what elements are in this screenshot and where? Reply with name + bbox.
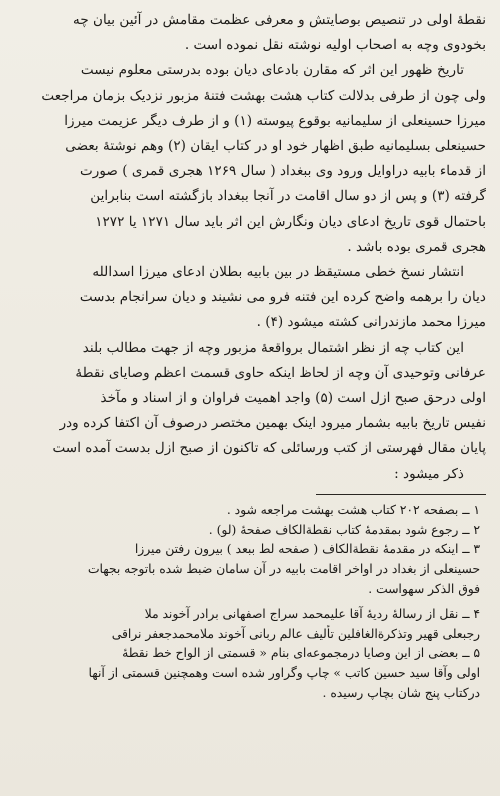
footnote-1: ۱ ــ بصفحه ۲۰۲ کتاب هشت بهشت مراجعه شود . <box>226 502 480 517</box>
text-line: دیان را برهمه واضح کرده این فتنه فرو می نشیند و دیان سرانجام بدست <box>79 289 486 306</box>
text-line: ولی چون از طرفی بدلالت کتاب هشت بهشت فتنهٔ مزبور نزدیک بزمان مراجعت <box>41 87 486 104</box>
footnote-2: ۲ ــ رجوع شود بمقدمهٔ کتاب نقطةالکاف صفحهٔ (لو) . <box>208 522 480 537</box>
text-line: میرزا محمد مازندرانی کشته میشود (۴) . <box>256 314 486 331</box>
paragraph-start-line: این کتاب چه از نظر اشتمال برواقعهٔ مزبور وچه از جهت مطالب بلند <box>82 339 464 356</box>
text-line: اولی درحق صبح ازل است (۵) واجد اهمیت فراوان و از اسناد و مآخذ <box>100 390 486 407</box>
text-line: ذکر میشود : <box>394 465 464 482</box>
text-line: هجری قمری بوده باشد . <box>347 238 486 255</box>
text-line: عرفانی وتوحیدی آن وچه از لحاظ اینکه حاوی قسمت اعظم وصایای نقطهٔ <box>75 364 486 381</box>
footnote-divider <box>316 494 486 495</box>
footnote-3-cont: حسینعلی از بغداد در اواخر اقامت بابیه در آن سامان ضبط شده باتوجه بجهات <box>87 562 480 577</box>
text-line: میرزا حسینعلی از سلیمانیه بوقوع پیوسته (۱) و از طرف دیگر عزیمت میرزا <box>64 112 486 129</box>
footnote-5: ۵ ــ بعضی از این وصایا درمجموعه‌ای بنام « قسمتی از الواح خط نقطهٔ <box>122 646 480 661</box>
footnote-3-cont: فوق الذکر سهواست . <box>368 582 480 597</box>
paragraph-start-line: انتشار نسخ خطی مستیقظ در بین بابیه بطلان ادعای میرزا اسدالله <box>92 264 464 281</box>
footnote-4-cont: رجبعلی قهیر وتذکرةالغافلین تألیف عالم ربانی آخوند ملامحمدجعفر نراقی <box>111 626 480 641</box>
text-line: گرفته (۳) و پس از دو سال اقامت در آنجا ببغداد بازگشته است بنابراین <box>90 188 486 205</box>
footnotes <box>12 501 486 704</box>
text-line: حسینعلی بسلیمانیه طبق اظهار خود او در کتاب ایقان (۲) وهم نوشتهٔ بعضی <box>65 138 486 155</box>
text-line: باحتمال قوی تاریخ ادعای دیان ونگارش این اثر باید سال ۱۲۷۱ یا ۱۲۷۲ <box>95 213 486 230</box>
text-line: پایان مقال فهرستی از کتب ورسائلی که تاکنون از صبح ازل بدست آمده است <box>52 440 486 457</box>
text-line: بخودوی وچه به اصحاب اولیه نوشته نقل نموده است . <box>184 37 486 54</box>
text-line: نفیس تاریخ بابیه بشمار میرود اینک بهمین مختصر درصوف آن اکتفا کرده ودر <box>59 415 486 432</box>
footnote-5-cont: اولی وآقا سید حسین کاتب » چاپ وگراور شده است وهمچنین قسمتی از آنها <box>88 666 480 681</box>
footnote-4: ۴ ــ نقل از رسالهٔ ردیهٔ آقا علیمحمد سراج اصفهانی برادر آخوند ملا <box>144 606 480 621</box>
footnote-5-cont: درکتاب پنج شان بچاپ رسیده . <box>322 686 480 701</box>
text-line: از قدماء بابیه دراوایل ورود وی ببغداد ( سال ۱۲۶۹ هجری قمری ) صورت <box>80 163 486 180</box>
text-line: نقطهٔ اولی در تنصیص بوصایتش و معرفی عظمت مقامش در آئین بیان چه <box>73 12 486 28</box>
paragraph-start-line: تاریخ ظهور این اثر که مقارن بادعای دیان بوده بدرستی معلوم نیست <box>80 62 464 79</box>
footnote-3: ۳ ــ اینکه در مقدمهٔ نقطةالکاف ( صفحه لط ببعد ) بیرون رفتن میرزا <box>134 542 480 557</box>
main-text <box>12 8 486 487</box>
